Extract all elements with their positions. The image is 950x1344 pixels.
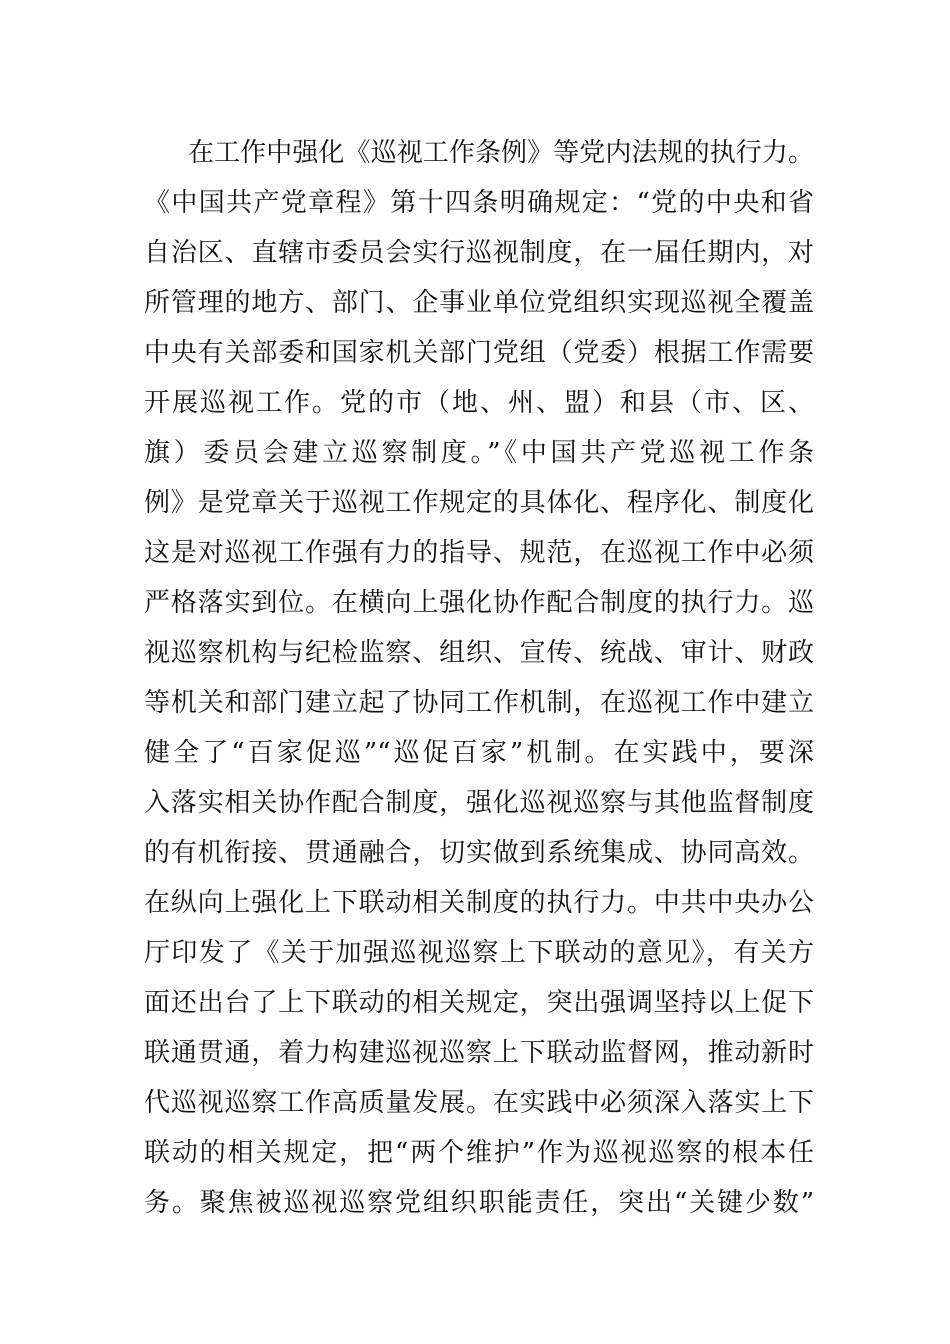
text-line: 面还出台了上下联动的相关规定，突出强调坚持以上促下 (144, 988, 814, 1018)
text-line: 厅印发了《关于加强巡视巡察上下联动的意见》，有关方 (144, 938, 814, 968)
text-line: 联动的相关规定，把“两个维护”作为巡视巡察的根本任 (144, 1138, 814, 1168)
text-line: 这是对巡视工作强有力的指导、规范，在巡视工作中必须 (144, 538, 814, 568)
text-line: 在工作中强化《巡视工作条例》等党内法规的执行力。 (188, 138, 814, 168)
text-line: 等机关和部门建立起了协同工作机制，在巡视工作中建立 (144, 688, 814, 718)
text-line: 务。聚焦被巡视巡察党组织职能责任，突出“关键少数” (144, 1188, 814, 1218)
text-line: 联通贯通，着力构建巡视巡察上下联动监督网，推动新时 (144, 1038, 814, 1068)
text-line: 开展巡视工作。党的市（地、州、盟）和县（市、区、 (144, 388, 814, 418)
text-line: 所管理的地方、部门、企事业单位党组织实现巡视全覆盖 (144, 288, 814, 318)
body-paragraph (144, 128, 814, 1228)
text-line: 代巡视巡察工作高质量发展。在实践中必须深入落实上下 (144, 1088, 814, 1118)
text-line: 旗）委员会建立巡察制度。”《中国共产党巡视工作条 (144, 438, 814, 468)
text-line: 自治区、直辖市委员会实行巡视制度，在一届任期内，对 (144, 238, 814, 268)
text-line: 的有机衔接、贯通融合，切实做到系统集成、协同高效。 (144, 838, 814, 868)
text-line: 《中国共产党章程》第十四条明确规定：“党的中央和省 (144, 188, 814, 218)
text-line: 视巡察机构与纪检监察、组织、宣传、统战、审计、财政 (144, 638, 814, 668)
text-line: 入落实相关协作配合制度，强化巡视巡察与其他监督制度 (144, 788, 814, 818)
text-line: 中央有关部委和国家机关部门党组（党委）根据工作需要 (144, 338, 814, 368)
text-line: 在纵向上强化上下联动相关制度的执行力。中共中央办公 (144, 888, 814, 918)
text-line: 健全了“百家促巡”“巡促百家”机制。在实践中，要深 (144, 738, 814, 768)
text-line: 严格落实到位。在横向上强化协作配合制度的执行力。巡 (144, 588, 814, 618)
text-line: 例》是党章关于巡视工作规定的具体化、程序化、制度化 (144, 488, 814, 518)
